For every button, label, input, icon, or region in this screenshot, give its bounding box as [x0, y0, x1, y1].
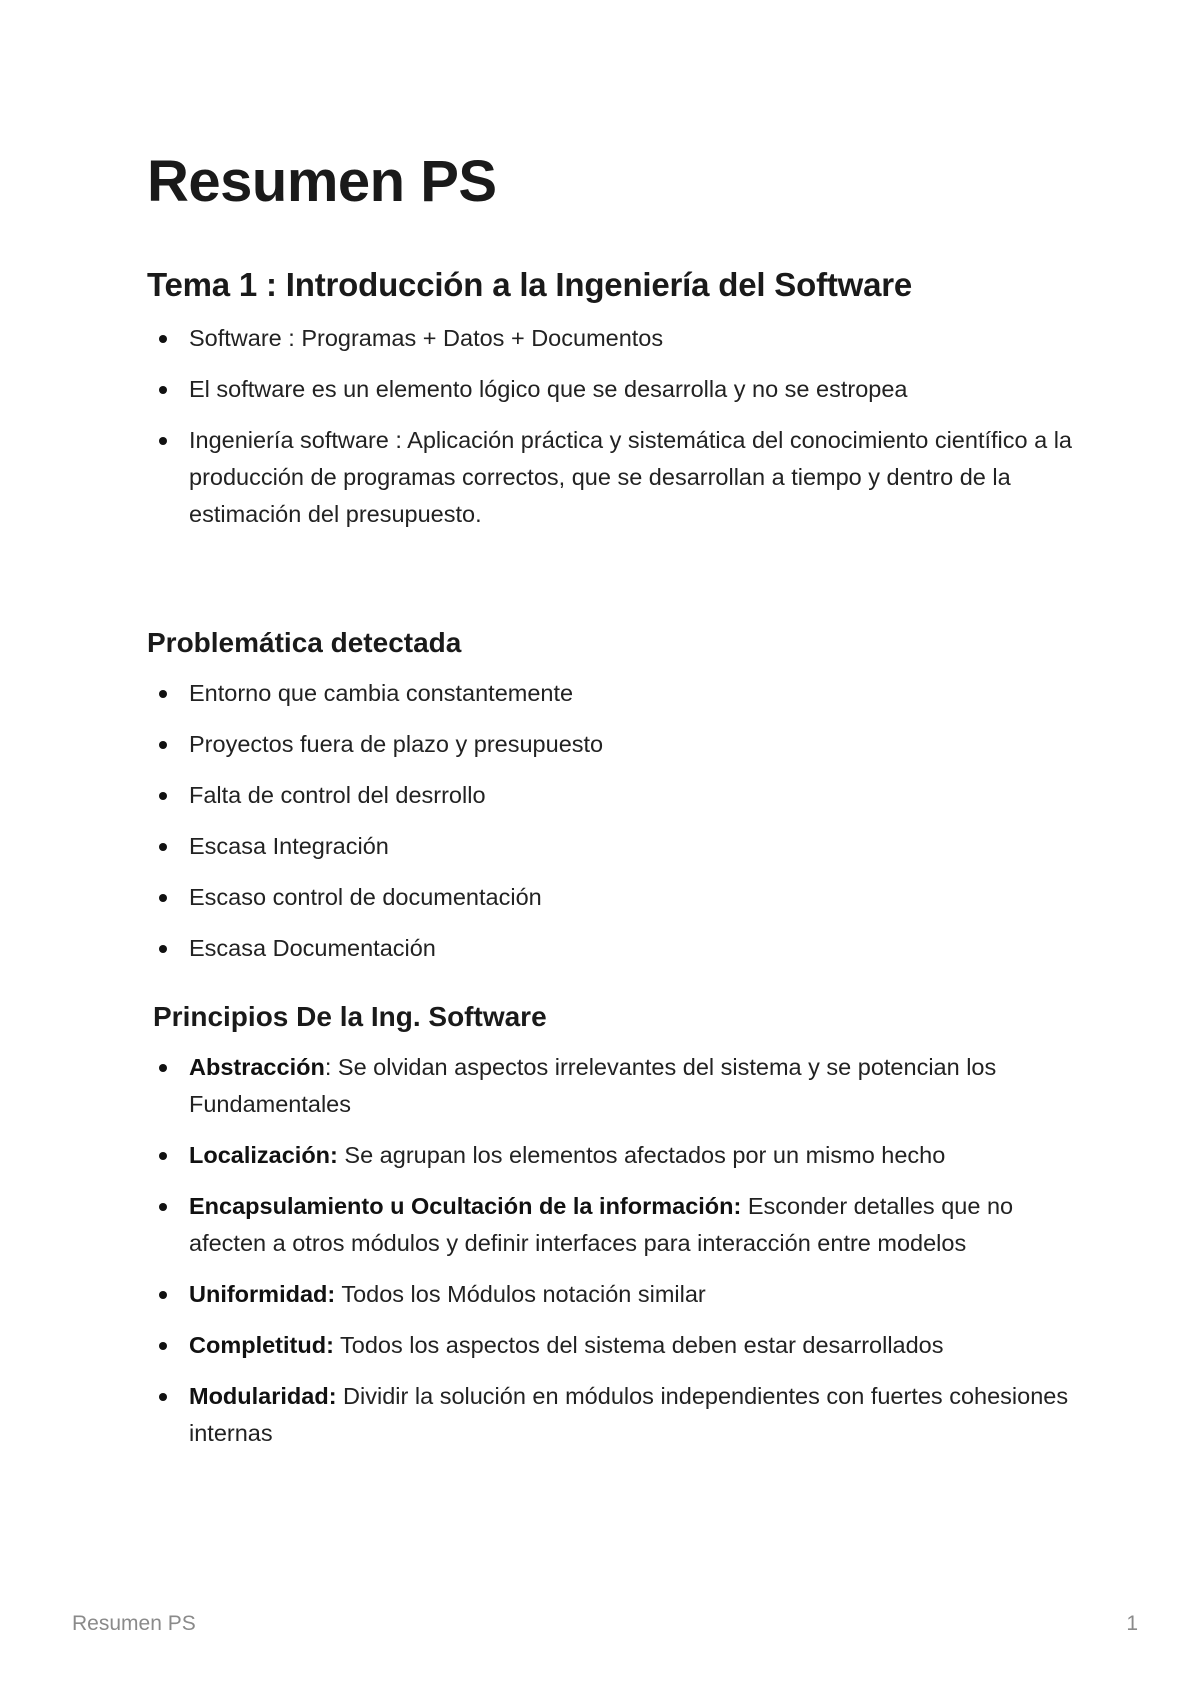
list-item: Abstracción: Se olvidan aspectos irrelevantes del sistema y se potencian los Fundamentales [147, 1049, 1077, 1123]
bullet-icon [159, 1342, 167, 1350]
bullet-icon [159, 1291, 167, 1299]
bullet-icon [159, 1152, 167, 1160]
list-item: Modularidad: Dividir la solución en módulos independientes con fuertes cohesiones internas [147, 1378, 1077, 1452]
bullet-icon [159, 437, 167, 445]
list-item: Falta de control del desrrollo [147, 777, 1077, 814]
bullet-icon [159, 335, 167, 343]
list-item: Completitud: Todos los aspectos del sistema deben estar desarrollados [147, 1327, 1077, 1364]
section-heading-problematica: Problemática detectada [147, 627, 462, 658]
list-item: Escaso control de documentación [147, 879, 1077, 916]
page-title: Resumen PS [147, 149, 497, 214]
list-item: Encapsulamiento u Ocultación de la información: Esconder detalles que no afecten a otros módulos y definir interfaces para interacción entre modelos [147, 1188, 1077, 1262]
bullet-icon [159, 1203, 167, 1211]
bullet-icon [159, 843, 167, 851]
bullet-icon [159, 386, 167, 394]
bullet-icon [159, 894, 167, 902]
list-item: Entorno que cambia constantemente [147, 675, 1077, 712]
list-item: Software : Programas + Datos + Documentos [147, 320, 1077, 357]
bullet-icon [159, 690, 167, 698]
term-label: Completitud: [189, 1332, 334, 1358]
bullet-list-problematica [147, 675, 1077, 967]
bullet-icon [159, 792, 167, 800]
footer-page-number: 1 [1126, 1612, 1138, 1635]
document-content [147, 140, 1077, 1466]
term-label: Uniformidad: [189, 1281, 336, 1307]
list-item: Ingeniería software : Aplicación práctica y sistemática del conocimiento científico a la producción de programas correctos, que se desarrollan a tiempo y dentro de la estimación del presupuesto. [147, 422, 1077, 533]
bullet-icon [159, 1064, 167, 1072]
list-item: Localización: Se agrupan los elementos afectados por un mismo hecho [147, 1137, 1077, 1174]
list-item: Escasa Integración [147, 828, 1077, 865]
bullet-icon [159, 1393, 167, 1401]
term-label: Localización: [189, 1142, 338, 1168]
list-item: Escasa Documentación [147, 930, 1077, 967]
section-heading-tema-1: Tema 1 : Introducción a la Ingeniería del Software [147, 266, 913, 303]
term-label: Encapsulamiento u Ocultación de la información: [189, 1193, 742, 1219]
term-label: Abstracción [189, 1054, 325, 1080]
term-label: Modularidad: [189, 1383, 337, 1409]
list-item: El software es un elemento lógico que se desarrolla y no se estropea [147, 371, 1077, 408]
bullet-list-principios [147, 1049, 1077, 1452]
footer-document-title: Resumen PS [72, 1612, 196, 1635]
bullet-list-tema-1 [147, 320, 1077, 533]
bullet-icon [159, 945, 167, 953]
bullet-icon [159, 741, 167, 749]
section-heading-principios: Principios De la Ing. Software [153, 1001, 547, 1032]
list-item: Uniformidad: Todos los Módulos notación similar [147, 1276, 1077, 1313]
list-item: Proyectos fuera de plazo y presupuesto [147, 726, 1077, 763]
